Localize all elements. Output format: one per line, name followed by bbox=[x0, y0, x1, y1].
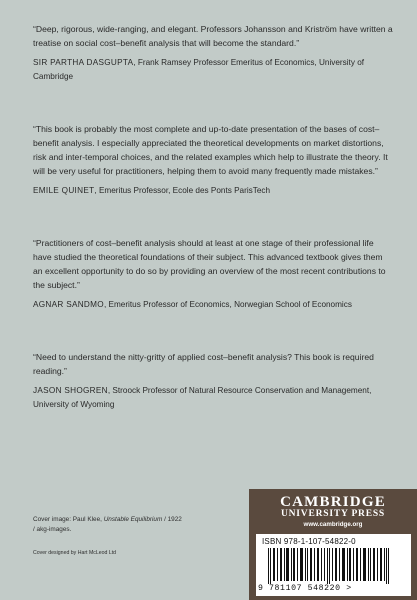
cover-credit-suffix: / 1922 bbox=[162, 516, 182, 523]
endorsement-sandmo bbox=[33, 236, 393, 312]
cover-artwork-title: Unstable Equilibrium bbox=[103, 516, 163, 523]
author-affiliation: , Emeritus Professor of Economics, Norwegian School of Economics bbox=[103, 300, 352, 309]
barcode-digits: 9 781107 548220 > bbox=[258, 584, 352, 593]
author-affiliation: , Frank Ramsey Professor Emeritus of Economics, University of Cambridge bbox=[33, 58, 365, 81]
isbn-label: ISBN 978-1-107-54822-0 bbox=[262, 537, 356, 546]
endorsement-dasgupta bbox=[33, 22, 393, 84]
publisher-logo-subname: UNIVERSITY PRESS bbox=[280, 509, 386, 519]
attribution bbox=[33, 56, 393, 84]
endorsement-shogren bbox=[33, 350, 393, 412]
cover-image-credit bbox=[33, 515, 182, 535]
author-affiliation: , Emeritus Professor, Ecole des Ponts ParisTech bbox=[94, 186, 271, 195]
quote-text: “This book is probably the most complete and up-to-date presentation of the bases of cost–benefit analysis. I especially appreciated the theoretical developments on market distortions, risk and inter-temporal choices, and the related examples which help to illustrate the theory. It will be very useful for practitioners, helping them to avoid many frequently made mistakes.” bbox=[33, 124, 388, 176]
designer-credit: Cover designed by Hart McLeod Ltd bbox=[33, 550, 117, 556]
cover-credit-line-2: / akg-images. bbox=[33, 526, 72, 533]
author-name: AGNAR SANDMO bbox=[33, 300, 104, 309]
cover-credit-prefix: Cover image: Paul Klee, bbox=[33, 516, 104, 523]
attribution bbox=[33, 184, 393, 198]
attribution bbox=[33, 384, 393, 412]
quote-text: “Practitioners of cost–benefit analysis should at least at one stage of their professional life have studied the theoretical foundations of their subject. This advanced textbook gives them an excellent opportunity to do so by providing an overview of the most recent contributions to the subject.” bbox=[33, 238, 386, 290]
attribution bbox=[33, 298, 393, 312]
author-name: JASON SHOGREN bbox=[33, 386, 108, 395]
publisher-panel bbox=[249, 489, 417, 600]
quote-text: “Deep, rigorous, wide-ranging, and elegant. Professors Johansson and Kriström have written a treatise on social cost–benefit analysis that will become the standard.” bbox=[33, 24, 393, 48]
quote-text: “Need to understand the nitty-gritty of applied cost–benefit analysis? This book is required reading.” bbox=[33, 352, 374, 376]
author-affiliation: , Stroock Professor of Natural Resource Conservation and Management, University of Wyoming bbox=[33, 386, 372, 409]
endorsements bbox=[33, 22, 393, 450]
barcode-icon bbox=[262, 548, 405, 584]
author-name: SIR PARTHA DASGUPTA bbox=[33, 58, 134, 67]
cover-credit-line bbox=[33, 515, 182, 525]
author-name: EMILE QUINET bbox=[33, 186, 95, 195]
endorsement-quinet bbox=[33, 122, 393, 198]
barcode-panel bbox=[256, 534, 411, 596]
publisher-logo-name: CAMBRIDGE bbox=[280, 494, 386, 510]
publisher-url: www.cambridge.org bbox=[303, 521, 363, 528]
